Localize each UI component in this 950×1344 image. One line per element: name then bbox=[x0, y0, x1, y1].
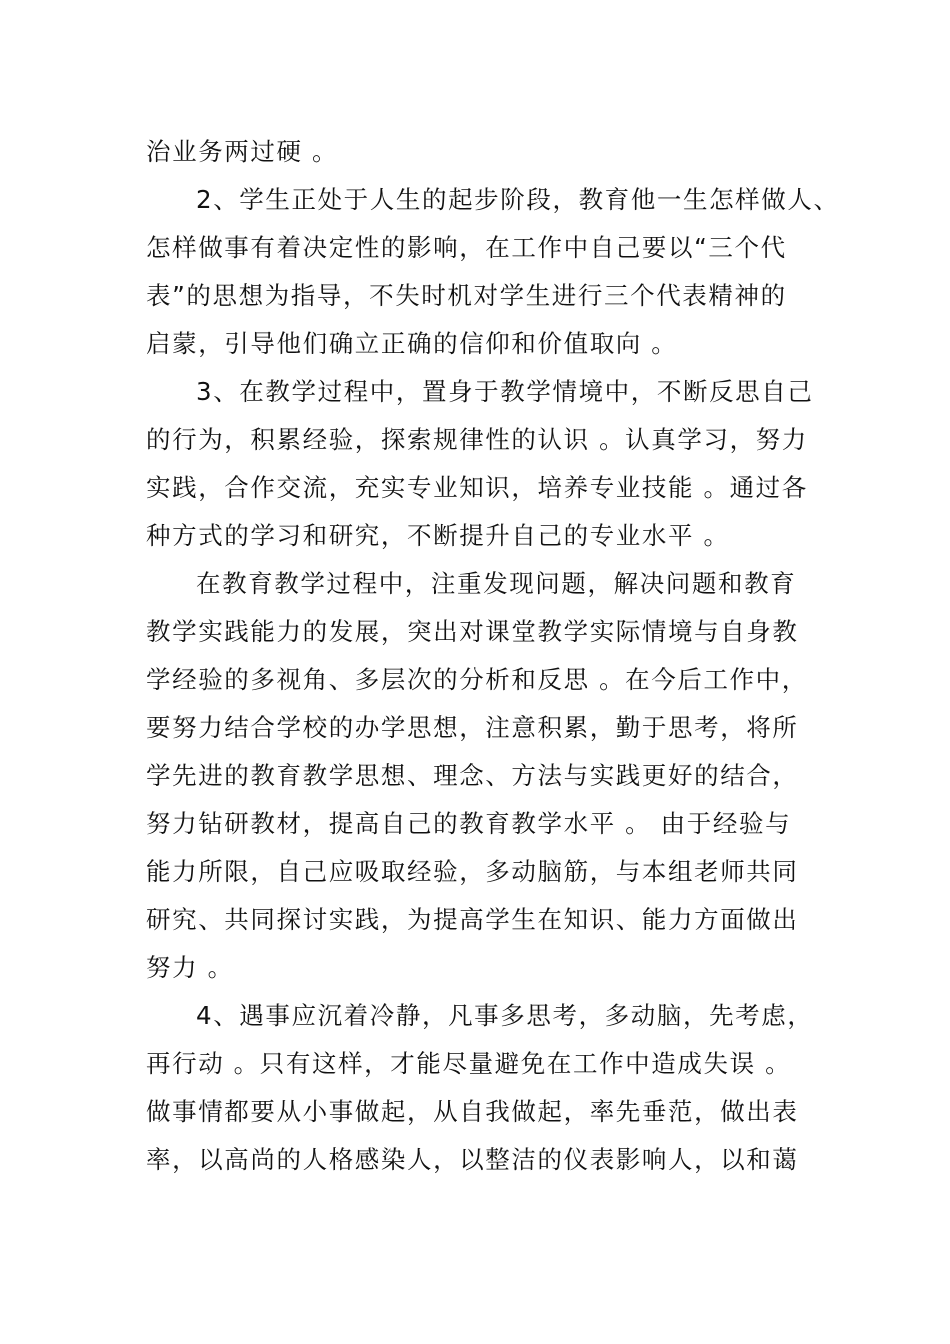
text-line: 率，以高尚的人格感染人，以整洁的仪表影响人，以和蔼 bbox=[146, 1145, 799, 1174]
text-line: 治业务两过硬 。 bbox=[146, 137, 339, 166]
text-line: 要努力结合学校的办学思想，注意积累，勤于思考，将所 bbox=[146, 713, 799, 742]
text-line-paragraph-start: 4、遇事应沉着冷静，凡事多思考，多动脑，先考虑， bbox=[196, 1001, 814, 1030]
text-line: 学先进的教育教学思想、理念、方法与实践更好的结合， bbox=[146, 761, 799, 790]
text-line-paragraph-start: 在教育教学过程中，注重发现问题，解决问题和教育 bbox=[196, 569, 797, 598]
text-line: 研究、共同探讨实践，为提高学生在知识、能力方面做出 bbox=[146, 905, 799, 934]
text-line: 再行动 。只有这样，才能尽量避免在工作中造成失误 。 bbox=[146, 1049, 792, 1078]
text-line: 表”的思想为指导，不失时机对学生进行三个代表精神的 bbox=[146, 281, 787, 310]
text-line-paragraph-start: 2、学生正处于人生的起步阶段，教育他一生怎样做人、 bbox=[196, 185, 840, 214]
text-line: 努力钻研教材，提高自己的教育教学水平 。 由于经验与 bbox=[146, 809, 792, 838]
text-line: 做事情都要从小事做起，从自我做起，率先垂范，做出表 bbox=[146, 1097, 799, 1126]
text-line: 怎样做事有着决定性的影响，在工作中自己要以“三个代 bbox=[146, 233, 787, 262]
text-line: 努力 。 bbox=[146, 953, 234, 982]
text-line: 启蒙，引导他们确立正确的信仰和价值取向 。 bbox=[146, 329, 678, 358]
text-line-paragraph-start: 3、在教学过程中，置身于教学情境中，不断反思自己 bbox=[196, 377, 814, 406]
text-line: 实践，合作交流，充实专业知识，培养专业技能 。通过各 bbox=[146, 473, 808, 502]
text-line: 种方式的学习和研究，不断提升自己的专业水平 。 bbox=[146, 521, 730, 550]
text-line: 能力所限，自己应吸取经验，多动脑筋，与本组老师共同 bbox=[146, 857, 799, 886]
body-text bbox=[146, 128, 840, 1184]
text-line: 的行为，积累经验，探索规律性的认识 。认真学习，努力 bbox=[146, 425, 808, 454]
text-line: 学经验的多视角、多层次的分析和反思 。在今后工作中， bbox=[146, 665, 808, 694]
text-line: 教学实践能力的发展，突出对课堂教学实际情境与自身教 bbox=[146, 617, 799, 646]
